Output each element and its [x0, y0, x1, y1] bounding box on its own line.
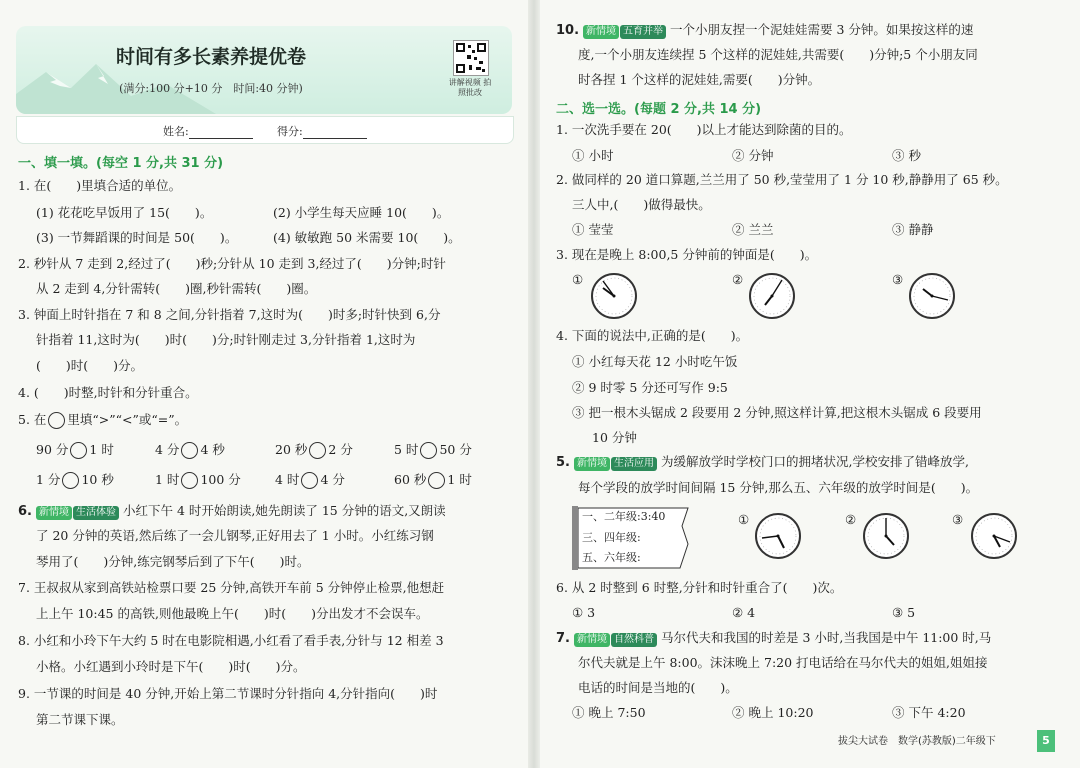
option[interactable]: ③ 静静 [892, 222, 934, 237]
tag-new-context: 新情境 [36, 506, 72, 520]
question-3-line-1: 3. 钟面上时针指在 7 和 8 之间,分针指着 7,这时为( )时多;时针快到 6,分 [18, 307, 441, 322]
option[interactable]: ① 3 [572, 605, 596, 620]
compare-item [155, 472, 241, 489]
name-field[interactable] [189, 128, 253, 139]
question-10-line-3: 时各捏 1 个这样的泥娃娃,需要( )分钟。 [578, 72, 821, 87]
compare-item [36, 442, 114, 459]
question-10-line-1 [556, 22, 973, 39]
option[interactable]: ② [845, 512, 857, 527]
compare-left: 5 时 [394, 442, 419, 457]
question-6-line-2: 了 20 分钟的英语,然后练了一会儿钢琴,正好用去了 1 小时。小红练习钢 [36, 528, 434, 543]
choice-question-7-line-3: 电话的时间是当地的( )。 [578, 680, 738, 695]
choice-question-3: 3. 现在是晚上 8:00,5 分钟前的钟面是( )。 [556, 247, 818, 262]
question-5-text: 为缓解放学时学校门口的拥堵状况,学校安排了错峰放学, [660, 454, 969, 469]
page-title: 时间有多长素养提优卷 [115, 46, 306, 68]
option[interactable]: ① [738, 512, 750, 527]
tag-topic: 自然科普 [611, 633, 657, 647]
option[interactable]: ③ 秒 [892, 148, 921, 163]
qr-caption: 讲解视频 拍照批改 [448, 78, 492, 97]
compare-circle[interactable] [309, 442, 326, 459]
question-number: 5. [556, 455, 570, 470]
choice-question-7-line-2: 尔代夫就是上午 8:00。沫沫晚上 7:20 打电话给在马尔代夫的姐姐,姐姐接 [578, 655, 988, 670]
option[interactable]: ① 小红每天花 12 小时吃午饭 [572, 354, 738, 369]
question-1-part-2: (2) 小学生每天应睡 10( )。 [273, 205, 450, 220]
tag-topic: 五育并举 [620, 25, 666, 39]
compare-right: 4 秒 [200, 442, 225, 457]
tag-new-context: 新情境 [574, 457, 610, 471]
compare-circle[interactable] [181, 442, 198, 459]
page-number: 5 [1037, 730, 1055, 752]
tag-topic: 生活应用 [611, 457, 657, 471]
question-2-line-1: 2. 秒针从 7 走到 2,经过了( )秒;分针从 10 走到 3,经过了( )分钟;时针 [18, 256, 446, 271]
page-subtitle: (满分:100 分+10 分 时间:40 分钟) [119, 82, 303, 95]
compare-left: 60 秒 [394, 472, 427, 487]
question-4: 4. ( )时整,时针和分针重合。 [18, 385, 198, 400]
clock-icon [908, 272, 956, 320]
compare-item [275, 472, 345, 489]
question-10-line-2: 度,一个小朋友连续捏 5 个这样的泥娃娃,共需要( )分钟;5 个小朋友同 [578, 47, 978, 62]
compare-right: 10 秒 [81, 472, 114, 487]
compare-left: 1 分 [36, 472, 61, 487]
question-9-line-2: 第二节课下课。 [36, 712, 124, 727]
question-6-line-1 [18, 503, 446, 520]
compare-right: 50 分 [439, 442, 472, 457]
tag-new-context: 新情境 [583, 25, 619, 39]
question-1: 1. 在( )里填合适的单位。 [18, 178, 182, 193]
name-label: 姓名: [163, 125, 189, 138]
question-3-line-3: ( )时( )分。 [36, 358, 144, 373]
board-line: 三、四年级: [582, 531, 641, 544]
clock-icon [970, 512, 1018, 560]
question-number: 6. [18, 504, 32, 519]
qr-code-icon[interactable] [453, 40, 489, 76]
compare-item [275, 442, 353, 459]
option[interactable]: ② 兰兰 [732, 222, 774, 237]
question-5-prefix: 5. 在 [18, 412, 47, 427]
compare-left: 4 分 [155, 442, 180, 457]
choice-question-6: 6. 从 2 时整到 6 时整,分针和时针重合了( )次。 [556, 580, 843, 595]
question-8-line-1: 8. 小红和小玲下午大约 5 时在电影院相遇,小红看了看手表,分针与 12 相差 3 [18, 633, 444, 648]
question-6-line-3: 琴用了( )分钟,练完钢琴后到了下午( )时。 [36, 554, 310, 569]
question-7-text: 马尔代夫和我国的时差是 3 小时,当我国是中午 11:00 时,马 [660, 630, 992, 645]
compare-right: 1 时 [447, 472, 472, 487]
compare-right: 1 时 [89, 442, 114, 457]
question-2-line-2: 从 2 走到 4,分针需转( )圈,秒针需转( )圈。 [36, 281, 317, 296]
option[interactable]: ① 莹莹 [572, 222, 614, 237]
choice-question-4: 4. 下面的说法中,正确的是( )。 [556, 328, 749, 343]
option[interactable]: ③ 5 [892, 605, 916, 620]
option[interactable]: ③ [952, 512, 964, 527]
option[interactable]: ② 晚上 10:20 [732, 705, 814, 720]
compare-right: 2 分 [328, 442, 353, 457]
question-7-line-2: 上上午 10:45 的高铁,则他最晚上午( )时( )分出发才不会误车。 [36, 606, 429, 621]
compare-left: 20 秒 [275, 442, 308, 457]
choice-question-5-line-2: 每个学段的放学时间间隔 15 分钟,那么五、六年级的放学时间是( )。 [578, 480, 979, 495]
compare-left: 4 时 [275, 472, 300, 487]
question-1-part-4: (4) 敏敏跑 50 米需要 10( )。 [273, 230, 461, 245]
score-field[interactable] [303, 128, 367, 139]
compare-item [155, 442, 225, 459]
question-5-suffix: 里填“>”“<”或“=”。 [67, 412, 188, 427]
option-continued: 10 分钟 [592, 430, 637, 445]
section-1-heading: 一、填一填。(每空 1 分,共 31 分) [18, 156, 224, 171]
question-9-line-1: 9. 一节课的时间是 40 分钟,开始上第二节课时分针指向 4,分针指向( )时 [18, 686, 438, 701]
clock-icon [754, 512, 802, 560]
option[interactable]: ③ 下午 4:20 [892, 705, 966, 720]
compare-left: 1 时 [155, 472, 180, 487]
compare-circle[interactable] [181, 472, 198, 489]
option[interactable]: ② 9 时零 5 分还可写作 9:5 [572, 380, 728, 395]
option[interactable]: ① 晚上 7:50 [572, 705, 646, 720]
choice-question-2-line-2: 三人中,( )做得最快。 [572, 197, 711, 212]
compare-circle[interactable] [420, 442, 437, 459]
compare-right: 100 分 [200, 472, 241, 487]
left-page [0, 0, 528, 768]
question-1-part-3: (3) 一节舞蹈课的时间是 50( )。 [36, 230, 238, 245]
question-number: 10. [556, 23, 580, 38]
option[interactable]: ② 分钟 [732, 148, 774, 163]
name-score-bar [16, 116, 514, 144]
board-line: 五、六年级: [582, 551, 641, 564]
choice-question-2-line-1: 2. 做同样的 20 道口算题,兰兰用了 50 秒,莹莹用了 1 分 10 秒,静静用了 65 秒。 [556, 172, 1008, 187]
schedule-board [572, 506, 690, 570]
question-5 [18, 412, 187, 429]
question-3-line-2: 针指着 11,这时为( )时( )分;时针刚走过 3,分针指着 1,这时为 [36, 332, 416, 347]
compare-circle[interactable] [62, 472, 79, 489]
score-label: 得分: [277, 125, 303, 138]
footer-book-title: 拔尖大试卷 数学(苏教版)二年级下 [838, 736, 996, 747]
clock-icon [748, 272, 796, 320]
option[interactable]: ② 4 [732, 605, 756, 620]
option[interactable]: ① [572, 272, 584, 287]
tag-topic: 生活体验 [73, 506, 119, 520]
tag-new-context: 新情境 [574, 633, 610, 647]
option[interactable]: ① 小时 [572, 148, 614, 163]
compare-item [36, 472, 114, 489]
compare-left: 90 分 [36, 442, 69, 457]
question-8-line-2: 小格。小红遇到小玲时是下午( )时( )分。 [36, 659, 306, 674]
answer-circle-icon [48, 412, 65, 429]
book-fold [528, 0, 540, 768]
board-line: 一、二年级:3:40 [582, 510, 666, 523]
compare-item [394, 472, 472, 489]
question-1-part-1: (1) 花花吃早饭用了 15( )。 [36, 205, 213, 220]
option[interactable]: ③ 把一根木头锯成 2 段要用 2 分钟,照这样计算,把这根木头锯成 6 段要用 [572, 405, 982, 420]
compare-right: 4 分 [320, 472, 345, 487]
option[interactable]: ② [732, 272, 744, 287]
question-number: 7. [556, 631, 570, 646]
choice-question-7-line-1 [556, 630, 991, 647]
option[interactable]: ③ [892, 272, 904, 287]
choice-question-5-line-1 [556, 454, 969, 471]
question-10-text: 一个小朋友捏一个泥娃娃需要 3 分钟。如果按这样的速 [670, 22, 974, 37]
section-2-heading: 二、选一选。(每题 2 分,共 14 分) [556, 102, 762, 117]
clock-icon [862, 512, 910, 560]
clock-icon [590, 272, 638, 320]
question-7-line-1: 7. 王叔叔从家到高铁站检票口要 25 分钟,高铁开车前 5 分钟停止检票,他想赶 [18, 580, 445, 595]
compare-circle[interactable] [428, 472, 445, 489]
choice-question-1: 1. 一次洗手要在 20( )以上才能达到除菌的目的。 [556, 122, 852, 137]
question-6-text: 小红下午 4 时开始朗读,她先朗读了 15 分钟的语文,又朗读 [122, 503, 446, 518]
compare-item [394, 442, 472, 459]
title-banner [16, 26, 512, 114]
compare-circle[interactable] [301, 472, 318, 489]
compare-circle[interactable] [70, 442, 87, 459]
